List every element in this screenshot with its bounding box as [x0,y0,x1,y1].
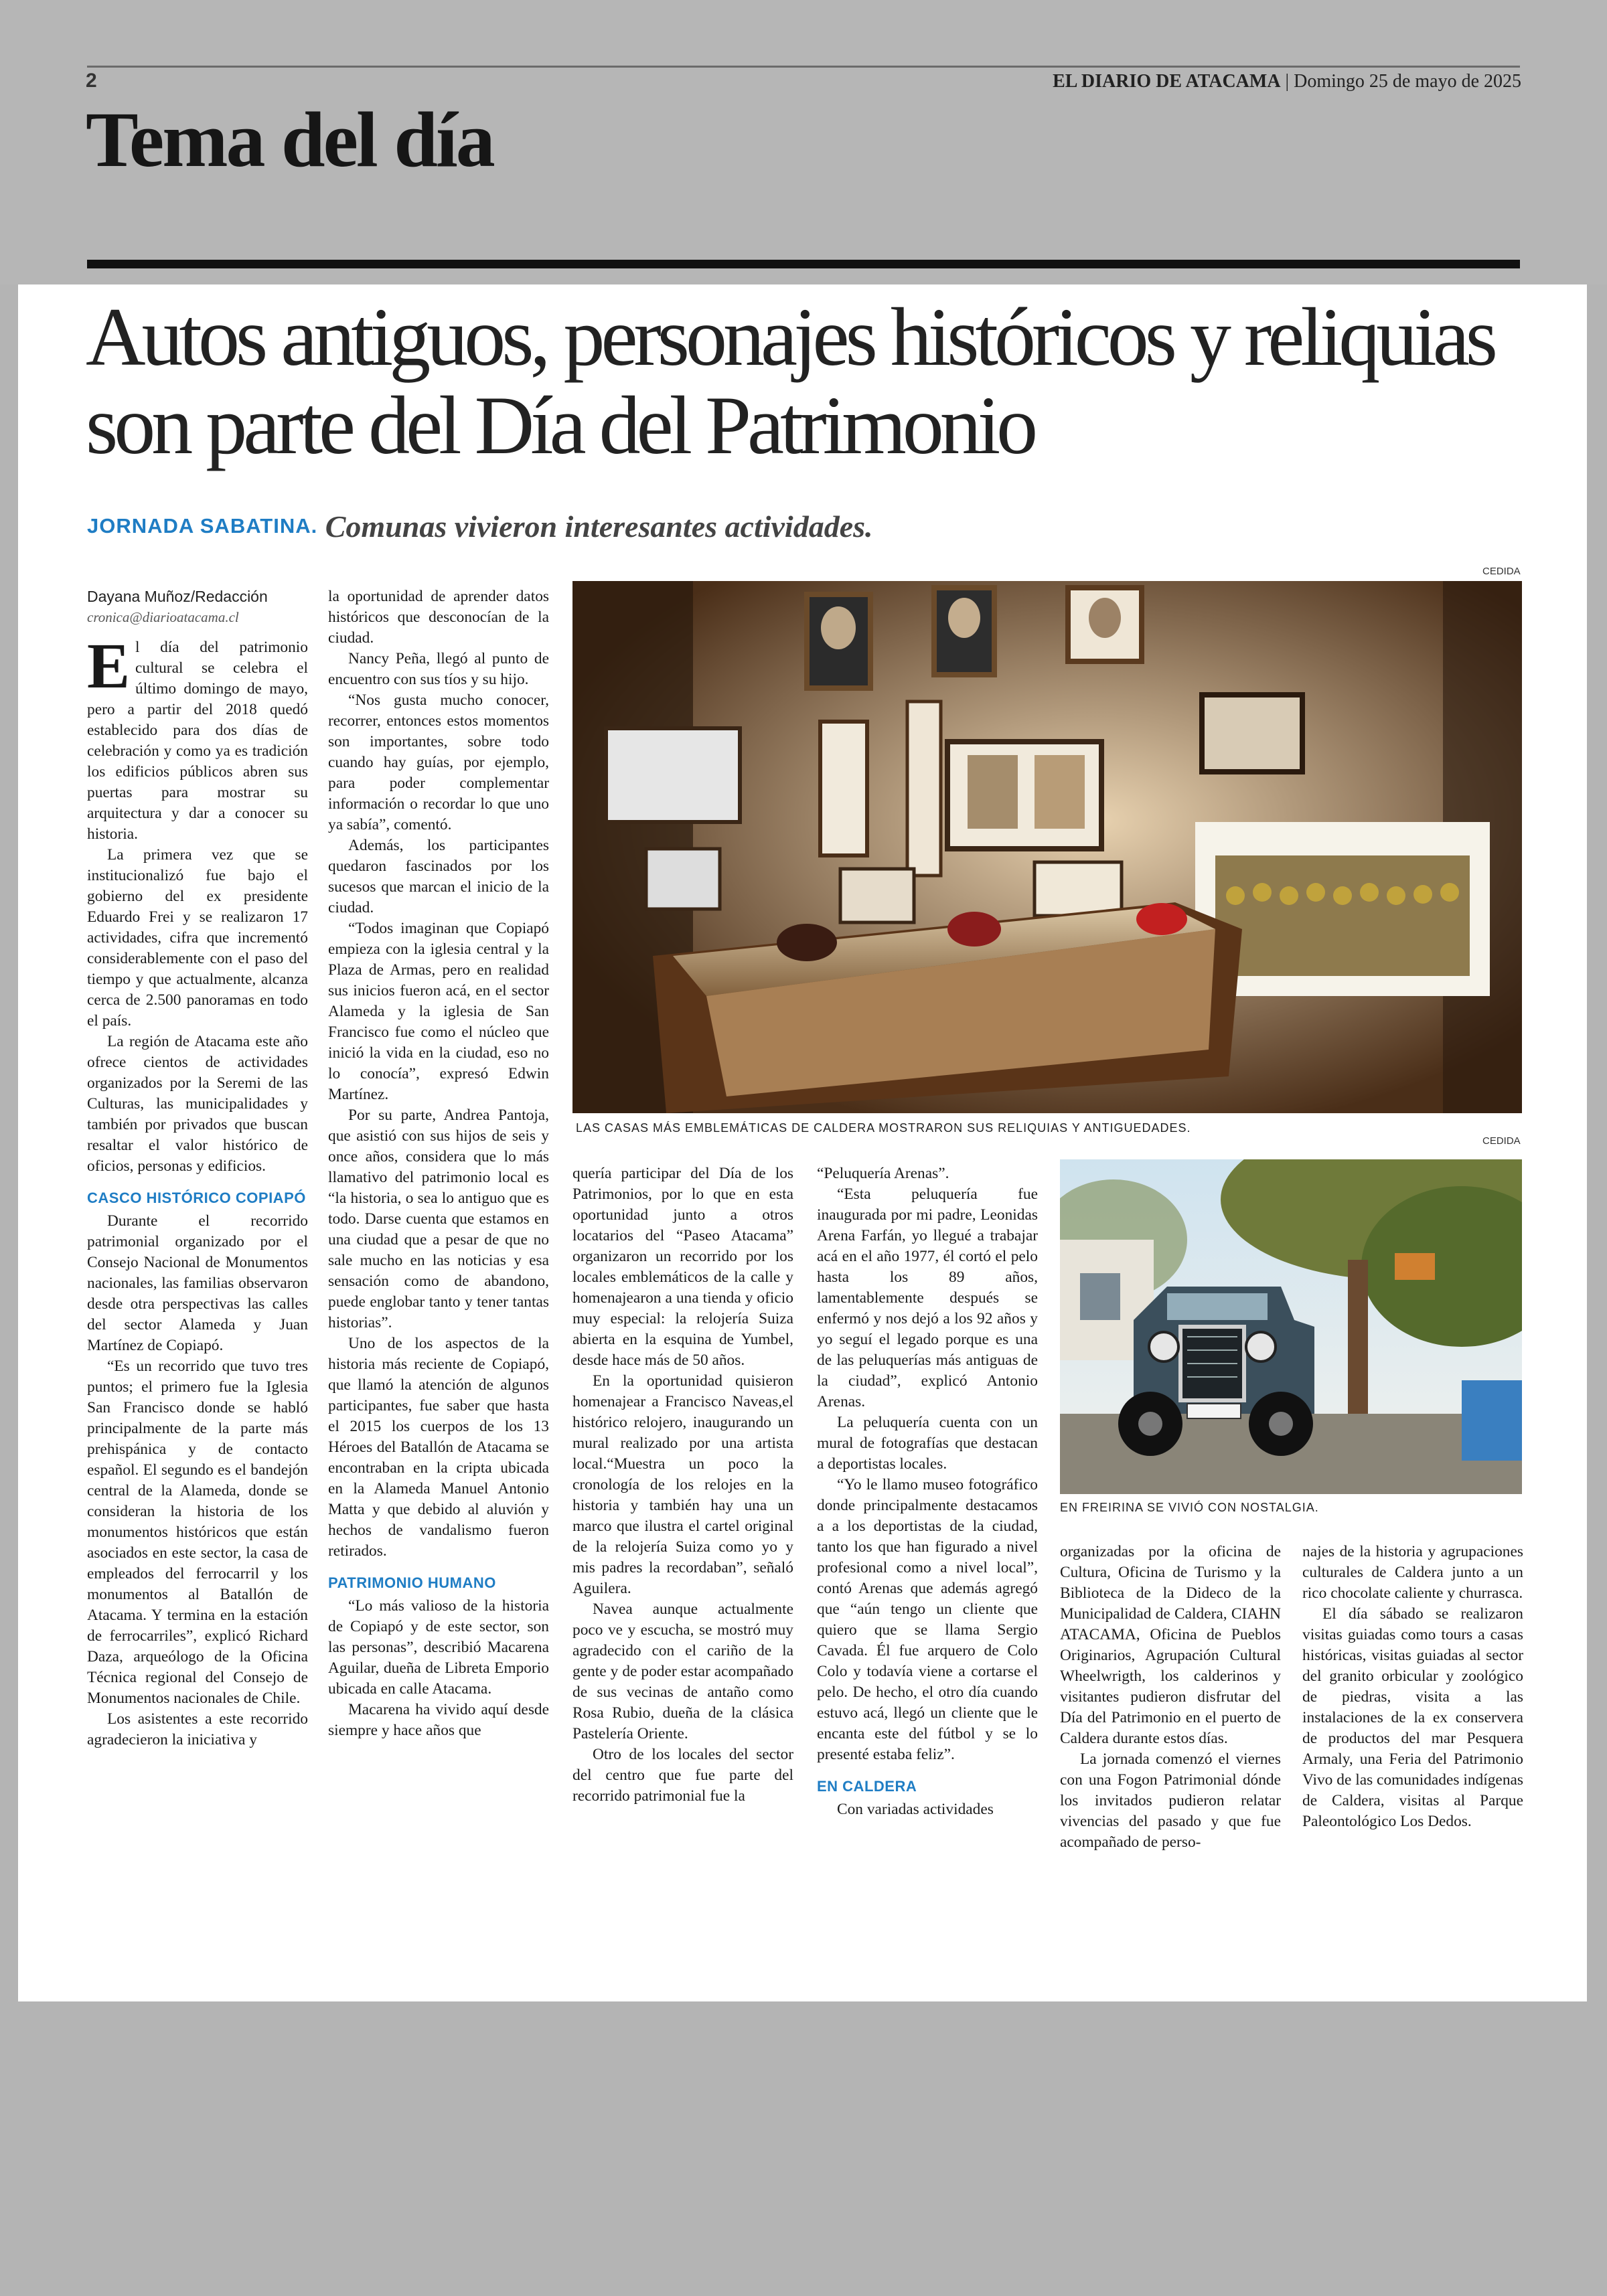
paragraph: Otro de los locales del sector del centro que fue parte del recorrido patrimonial fue la [572,1746,793,1805]
paragraph: La región de Atacama este año ofrece cientos de actividades organizados por la Seremi de las Culturas, las municipalidades y también por privados que buscan resaltar el valor histórico de oficios, personas y edificios. [87,1033,308,1175]
paragraph: El día del patrimonio cultural se celebra el último domingo de mayo, pero a partir del 2018 quedó establecido para dos días de celebración y como ya es tradición los edificios públicos abren sus puertas para mostrar su arquitectura y dar a conocer su historia. [87,630,308,843]
subheading: EN CALDERA [817,1778,917,1795]
article-column-3 [572,1163,793,1807]
paragraph: Navea aunque actualmente poco ve y escucha, se mostró muy agradecido con el cariño de la gente y de poder estar acompañado de sus vecinas de antaño como Rosa Rubio, dueña de la clásica Pastelería Oriente. [572,1601,793,1742]
article-column-1 [87,586,308,1750]
paragraph: La primera vez que se institucionalizó fue bajo el gobierno del ex presidente Eduardo Frei y se realizaron 17 actividades, cifra que incrementó considerablemente con el paso del tiempo y que actualmente, alcanza cerca de 2.500 panoramas en todo el país. [87,846,308,1030]
photo-credit: CEDIDA [1482,1135,1521,1147]
paragraph: “Yo le llamo museo fotográfico donde principalmente destacamos a a los deportistas de la ciudad, tanto los que han figurado a nivel profesional como a nivel local”, contó Arenas que además agregó que “aún tengo un cliente que quiero que se llama Sergio Cavada. Él fue arquero de Colo Colo y todavía viene a cortarse el pelo. De hecho, el otro día cuando estuvo acá, llegó un cliente que le encanta este del fútbol y se lo presenté estaba feliz”. [817,1476,1038,1763]
paragraph: “Es un recorrido que tuvo tres puntos; el primero fue la Iglesia San Francisco donde se habló principalmente de la parte más prehispánica y de contacto español. El segundo es el bandejón central de la Alameda, donde se consideran la historia de los monumentos históricos que están asociados en este sector, la casa de empleados del ferrocarril y los monumentos al Batallón de Atacama. Y termina en la estación de ferrocarriles”, explicó Richard Daza, arqueólogo de la Oficina Técnica regional del Consejo de Monumentos nacionales de Chile. [87,1358,308,1707]
paragraph: “Nos gusta mucho conocer, recorrer, entonces estos momentos son importantes, sobre todo cuando hay guías, por ejemplo, para poder complementar información o recordar lo que uno ya sabía”, comentó. [328,691,549,833]
paragraph: Durante el recorrido patrimonial organizado por el Consejo Nacional de Monumentos nacionales, las familias observaron desde otra perspectivas las calles del sector Alameda y Juan Martínez de Copiapó. [87,1212,308,1354]
photo-caption: EN FREIRINA SE VIVIÓ CON NOSTALGIA. [1060,1501,1319,1514]
issue-date: Domingo 25 de mayo de 2025 [1294,71,1521,92]
page-number: 2 [86,70,97,92]
kicker-text: Comunas vivieron interesantes actividades. [325,509,873,544]
paragraph: “Lo más valioso de la historia de Copiapó y de este sector, son las personas”, describió Macarena Aguilar, dueña de Libreta Emporio ubicada en calle Atacama. [328,1597,549,1698]
byline-author: Dayana Muñoz/Redacción [87,588,268,605]
paragraph: Además, los participantes quedaron fascinados por los sucesos que marcan el inicio de la ciudad. [328,837,549,916]
vintage-car-image [1060,1159,1522,1494]
museum-photo [572,581,1522,1113]
drop-cap: E [87,630,131,702]
subheading: PATRIMONIO HUMANO [328,1574,496,1591]
column-4-body [817,1163,1038,1820]
section-rule [87,260,1520,268]
kicker-label: JORNADA SABATINA. [87,514,318,538]
column-2-body [328,586,549,1741]
article-column-2 [328,586,549,1741]
column-5-body [1060,1542,1281,1853]
paragraph: Nancy Peña, llegó al punto de encuentro con sus tíos y su hijo. [328,650,549,688]
column-3-body [572,1163,793,1807]
column-6-body [1302,1542,1523,1832]
section-title: Tema del día [86,96,493,183]
paragraph: Los asistentes a este recorrido agradecieron la iniciativa y [87,1710,308,1748]
article-column-5 [1060,1542,1281,1853]
paragraph: la oportunidad de aprender datos históricos que desconocían de la ciudad. [328,588,549,647]
paragraph: Uno de los aspectos de la historia más reciente de Copiapó, que llamó la atención de algunos participantes, fue saber que hasta el 2015 los cuerpos de los 13 Héroes del Batallón de Atacama se encontraban en la cripta ubicada en la Alameda Manuel Antonio Matta y que debido al aluvión y hechos de vandalismo fueron retirados. [328,1335,549,1560]
paragraph: La jornada comenzó el viernes con una Fogon Patrimonial dónde los invitados pudieron relatar vivencias del pasado y que fue acompañado de perso- [1060,1750,1281,1851]
paragraph: Con variadas actividades [837,1801,994,1818]
headline: Autos antiguos, personajes históricos y reliquias son parte del Día del Patrimonio [86,291,1494,471]
paragraph: Macarena ha vivido aquí desde siempre y hace años que [328,1701,549,1739]
photo-caption: LAS CASAS MÁS EMBLEMÁTICAS DE CALDERA MOSTRARON SUS RELIQUIAS Y ANTIGUEDADES. [576,1121,1191,1135]
paragraph: organizadas por la oficina de Cultura, Oficina de Turismo y la Biblioteca de la Dideco de la Municipalidad de Caldera, CIAHN ATACAMA, Oficina de Pueblos Originarios, Agrupación Cultural Wheelwrigth, los calderinos y visitantes pudieron disfrutar del Día del Patrimonio en el puerto de Caldera durante estos días. [1060,1543,1281,1747]
paragraph: El día sábado se realizaron visitas guiadas como tours a casas históricas, visitas guiadas al sector del granito orbicular y zoológico de piedras, visita a las instalaciones de la ex conservera de productos del mar Pesquera Armaly, una Feria del Patrimonio Vivo de las comunidades indígenas de Caldera, visitas al Parque Paleontológico Los Dedos. [1302,1605,1523,1830]
masthead: EL DIARIO DE ATACAMA | Domingo 25 de mayo de 2025 [1053,71,1521,92]
article-column-6 [1302,1542,1523,1832]
paragraph: La peluquería cuenta con un mural de fotografías que destacan a deportistas locales. [817,1414,1038,1473]
museum-photo-image [572,581,1522,1113]
column-1-body [87,630,308,1750]
top-rule [87,66,1520,68]
photo-credit: CEDIDA [1482,566,1521,577]
paragraph: Por su parte, Andrea Pantoja, que asistió con sus hijos de seis y once años, considera que lo más llamativo del patrimonio local es “la historia, o sea lo antiguo que es todo. Darse cuenta que estamos en una ciudad que a pesar de que no sale mucho en las noticias y esa sensación como de abandono, puede englobar tanto y tener tantas historias”. [328,1106,549,1331]
article-column-4 [817,1163,1038,1820]
paragraph: “Todos imaginan que Copiapó empieza con la iglesia central y la Plaza de Armas, pero en realidad sus inicios fueron acá, en el sector Alameda y la iglesia de San Francisco fue como el núcleo que inició la vida en la ciudad, eso no lo conocía”, expresó Edwin Martínez. [328,920,549,1103]
paragraph: “Peluquería Arenas”. [817,1165,949,1182]
paragraph: najes de la historia y agrupaciones culturales de Caldera junto a un rico chocolate caliente y churrasca. [1302,1543,1523,1602]
byline-email: cronica@diarioatacama.cl [87,609,239,625]
paragraph: “Esta peluquería fue inaugurada por mi padre, Leonidas Arena Farfán, yo llegué a trabajar acá en el año 1977, él cortó el pelo hasta los 89 años, lamentablemente después se enfermó y nos dejó a los 92 años y yo seguí el legado porque es una de las peluquerías más antiguas de la ciudad”, explicó Antonio Arenas. [817,1185,1038,1410]
newspaper-name: EL DIARIO DE ATACAMA [1053,71,1281,92]
paragraph: quería participar del Día de los Patrimonios, por lo que en esta oportunidad junto a otros locatarios del “Paseo Atacama” organizaron un recorrido por los locales emblemáticos de la calle y homenajearon a una tienda y oficio muy especial: la relojería Suiza abierta en la esquina de Yumbel, desde hace más de 50 años. [572,1165,793,1369]
subheading: CASCO HISTÓRICO COPIAPÓ [87,1190,306,1206]
vintage-car-photo [1060,1159,1522,1494]
paragraph: En la oportunidad quisieron homenajear a Francisco Naveas,el histórico relojero, inaugurando un mural realizado por una artista local.“Muestra un poco la cronología de los relojes en la historia y también hay una un marco que ilustra el cartel original de la relojería Suiza como yo y mis padres la recordaban”, señaló Aguilera. [572,1372,793,1597]
kicker [87,509,873,544]
